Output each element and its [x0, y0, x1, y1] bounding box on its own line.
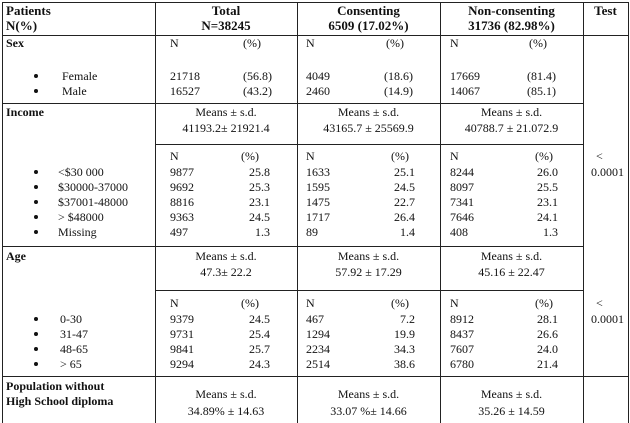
total-pct: 25.7 [249, 342, 270, 356]
income-divider [2, 246, 583, 247]
test-p-value: 0.0001 [591, 312, 624, 326]
consenting-pct: 1.4 [400, 225, 415, 239]
consenting-n: 1633 [306, 165, 330, 179]
nonconsenting-pct: (85.1) [527, 84, 556, 98]
consenting-n: 2234 [306, 342, 330, 356]
bullet-icon [34, 215, 38, 219]
nonconsenting-mean: 35.26 ± 14.59 [478, 404, 545, 418]
test-p-value-symbol: < [596, 149, 603, 163]
col-header-pct: (%) [391, 296, 409, 310]
nonconsenting-n: 7646 [450, 210, 474, 224]
total-n: 21718 [170, 69, 200, 83]
total-mean: 41193.2± 21921.4 [182, 121, 270, 135]
bullet-icon [34, 200, 38, 204]
total-pct: (56.8) [243, 69, 272, 83]
col-header-pct: (%) [241, 149, 259, 163]
bullet-icon [34, 362, 38, 366]
nonconsenting-n: 14067 [450, 84, 480, 98]
col-header-pct: (%) [529, 36, 547, 50]
nonconsenting-n: 8437 [450, 327, 474, 341]
total-pct: 25.4 [249, 327, 270, 341]
col-header-n: N [450, 149, 459, 163]
col-header-n: N [170, 149, 179, 163]
consenting-n: 467 [306, 312, 324, 326]
consenting-n: 2460 [306, 84, 330, 98]
nonconsenting-pct: 25.5 [537, 180, 558, 194]
consenting-pct: 19.9 [394, 327, 415, 341]
nonconsenting-pct: 24.0 [537, 342, 558, 356]
section-label-age: Age [6, 249, 26, 263]
total-n: 9841 [170, 342, 194, 356]
test-p-value: 0.0001 [591, 165, 624, 179]
col-header-n: N [306, 36, 315, 50]
total-pct: (43.2) [243, 84, 272, 98]
header-nonconsenting: Non-consenting [468, 3, 555, 18]
consenting-pct: 34.3 [394, 342, 415, 356]
header-n-pct: N(%) [6, 18, 38, 33]
bullet-icon [34, 347, 38, 351]
bullet-icon [34, 317, 38, 321]
col-header-pct: (%) [535, 149, 553, 163]
row-label: > $48000 [58, 210, 104, 224]
total-pct: 24.5 [249, 312, 270, 326]
means-label: Means ± s.d. [480, 249, 543, 263]
consenting-pct: 25.1 [394, 165, 415, 179]
consenting-n: 1717 [306, 210, 330, 224]
row-label: 48-65 [60, 342, 88, 356]
test-p-value-symbol: < [596, 296, 603, 310]
total-pct: 25.3 [249, 180, 270, 194]
header-patients: Patients [6, 3, 51, 18]
consenting-pct: 38.6 [394, 357, 415, 371]
col-header-pct: (%) [391, 149, 409, 163]
total-mean: 47.3± 22.2 [200, 265, 252, 279]
nonconsenting-n: 17669 [450, 69, 480, 83]
nonconsenting-mean: 45.16 ± 22.47 [478, 265, 545, 279]
total-n: 9294 [170, 357, 194, 371]
nonconsenting-pct: 23.1 [537, 195, 558, 209]
row-label: Missing [58, 225, 97, 239]
means-label: Means ± s.d. [337, 105, 400, 119]
bullet-icon [34, 170, 38, 174]
nonconsenting-mean: 40788.7 ± 21.072.9 [464, 121, 559, 135]
col-header-pct: (%) [243, 36, 261, 50]
income-means-divider [155, 144, 583, 145]
section-label-income: Income [6, 105, 44, 119]
means-label: Means ± s.d. [480, 105, 543, 119]
consenting-n: 1595 [306, 180, 330, 194]
row-label: <$30 000 [58, 165, 104, 179]
means-label: Means ± s.d. [337, 387, 400, 401]
col-header-pct: (%) [241, 296, 259, 310]
total-mean: 34.89% ± 14.63 [187, 404, 265, 418]
consenting-n: 4049 [306, 69, 330, 83]
consenting-pct: (18.6) [384, 69, 413, 83]
consenting-pct: 26.4 [394, 210, 415, 224]
total-pct: 1.3 [255, 225, 270, 239]
section-label-sex: Sex [6, 36, 24, 50]
consenting-mean: 57.92 ± 17.29 [335, 265, 402, 279]
consenting-pct: 7.2 [400, 312, 415, 326]
age-means-divider [155, 290, 583, 291]
age-divider [2, 376, 629, 377]
total-pct: 23.1 [249, 195, 270, 209]
nonconsenting-n: 408 [450, 225, 468, 239]
row-label: 0-30 [60, 312, 82, 326]
nonconsenting-pct: 21.4 [537, 357, 558, 371]
nonconsenting-pct: 26.6 [537, 327, 558, 341]
col-header-n: N [306, 296, 315, 310]
col-divider-consenting [297, 2, 298, 423]
bullet-icon [34, 74, 38, 78]
row-label: Male [62, 84, 87, 98]
header-test: Test [594, 3, 617, 18]
col-header-n: N [170, 296, 179, 310]
total-pct: 24.5 [249, 210, 270, 224]
consenting-mean: 33.07 %± 14.66 [330, 404, 407, 418]
means-label: Means ± s.d. [195, 249, 257, 263]
total-pct: 24.3 [249, 357, 270, 371]
nonconsenting-n: 8244 [450, 165, 474, 179]
col-header-n: N [450, 36, 459, 50]
consenting-pct: 24.5 [394, 180, 415, 194]
col-header-n: N [450, 296, 459, 310]
nonconsenting-pct: 28.1 [537, 312, 558, 326]
row-label: > 65 [60, 357, 82, 371]
header-consenting: Consenting [337, 3, 400, 18]
nonconsenting-pct: 26.0 [537, 165, 558, 179]
total-n: 16527 [170, 84, 200, 98]
consenting-pct: (14.9) [384, 84, 413, 98]
means-label: Means ± s.d. [480, 387, 543, 401]
bullet-icon [34, 230, 38, 234]
header-total: Total [211, 3, 241, 18]
row-label: Female [62, 69, 98, 83]
nonconsenting-pct: 24.1 [537, 210, 558, 224]
bullet-icon [34, 89, 38, 93]
total-n: 9731 [170, 327, 194, 341]
row-label: 31-47 [60, 327, 88, 341]
means-label: Means ± s.d. [337, 249, 400, 263]
consenting-n: 89 [306, 225, 318, 239]
header-consenting-n: 6509 (17.02%) [328, 18, 409, 33]
nonconsenting-n: 8097 [450, 180, 474, 194]
consenting-pct: 22.7 [394, 195, 415, 209]
row-label: $37001-48000 [58, 195, 128, 209]
table-border-right [628, 2, 629, 423]
consenting-n: 1294 [306, 327, 330, 341]
col-divider-total [155, 2, 156, 423]
means-label: Means ± s.d. [195, 387, 257, 401]
section-label-no-diploma: Population without [6, 379, 105, 393]
consenting-mean: 43165.7 ± 25569.9 [323, 121, 414, 135]
consenting-n: 2514 [306, 357, 330, 371]
sex-divider [2, 103, 583, 104]
nonconsenting-pct: (81.4) [527, 69, 556, 83]
total-n: 9692 [170, 180, 194, 194]
table-border-left [2, 2, 3, 423]
nonconsenting-n: 8912 [450, 312, 474, 326]
consenting-n: 1475 [306, 195, 330, 209]
row-label: $30000-37000 [58, 180, 128, 194]
col-header-n: N [306, 149, 315, 163]
col-divider-test [583, 2, 584, 423]
nonconsenting-n: 7341 [450, 195, 474, 209]
bullet-icon [34, 185, 38, 189]
total-n: 9379 [170, 312, 194, 326]
header-nonconsenting-n: 31736 (82.98%) [468, 18, 555, 33]
total-n: 9363 [170, 210, 194, 224]
nonconsenting-n: 7607 [450, 342, 474, 356]
total-pct: 25.8 [249, 165, 270, 179]
nonconsenting-n: 6780 [450, 357, 474, 371]
header-total-n: N=38245 [201, 18, 251, 33]
bullet-icon [34, 332, 38, 336]
col-header-pct: (%) [535, 296, 553, 310]
means-label: Means ± s.d. [195, 105, 257, 119]
section-label-no-diploma-line2: High School diploma [6, 394, 114, 408]
col-header-n: N [170, 36, 179, 50]
col-divider-nonconsenting [440, 2, 441, 423]
col-header-pct: (%) [386, 36, 404, 50]
total-n: 9877 [170, 165, 194, 179]
nonconsenting-pct: 1.3 [543, 225, 558, 239]
total-n: 497 [170, 225, 188, 239]
total-n: 8816 [170, 195, 194, 209]
